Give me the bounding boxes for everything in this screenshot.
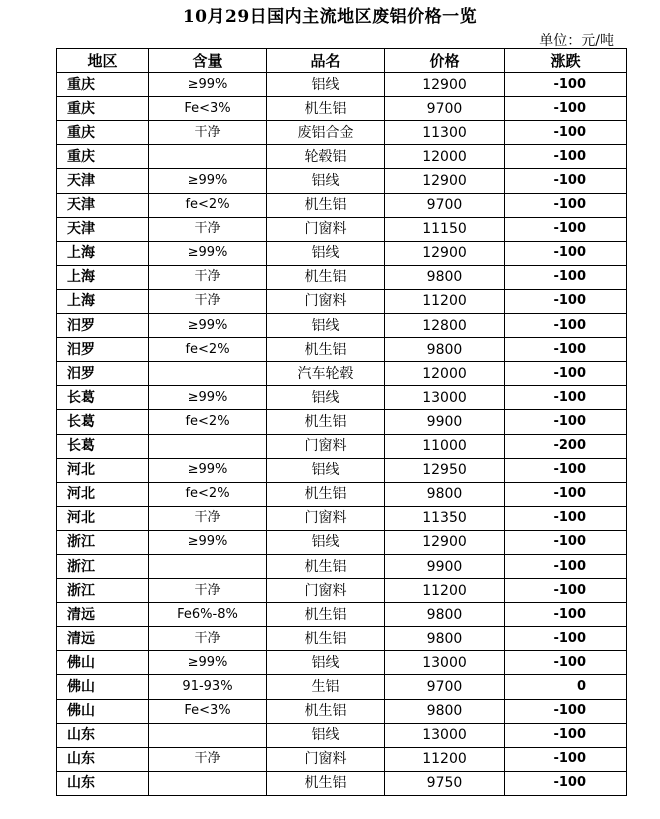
region-cell: 浙江 — [57, 554, 149, 578]
region-cell: 山东 — [57, 723, 149, 747]
region-cell: 汨罗 — [57, 362, 149, 386]
region-cell: 天津 — [57, 217, 149, 241]
table-row — [57, 121, 627, 145]
content-cell: Fe6%-8% — [149, 603, 267, 627]
product-cell: 铝线 — [267, 314, 385, 338]
price-cell: 13000 — [385, 651, 505, 675]
content-cell: 干净 — [149, 747, 267, 771]
table-row — [57, 506, 627, 530]
region-cell: 上海 — [57, 289, 149, 313]
content-cell: ≥99% — [149, 458, 267, 482]
table-row — [57, 338, 627, 362]
content-cell: ≥99% — [149, 386, 267, 410]
content-cell: Fe<3% — [149, 699, 267, 723]
price-cell: 12800 — [385, 314, 505, 338]
product-cell: 铝线 — [267, 458, 385, 482]
header-content: 含量 — [149, 49, 267, 73]
content-cell: ≥99% — [149, 530, 267, 554]
change-cell: -100 — [505, 97, 627, 121]
region-cell: 河北 — [57, 458, 149, 482]
region-cell: 汨罗 — [57, 338, 149, 362]
region-cell: 长葛 — [57, 434, 149, 458]
change-cell: -200 — [505, 434, 627, 458]
product-cell: 机生铝 — [267, 699, 385, 723]
change-cell: -100 — [505, 482, 627, 506]
product-cell: 门窗料 — [267, 506, 385, 530]
content-cell: ≥99% — [149, 241, 267, 265]
content-cell: ≥99% — [149, 169, 267, 193]
region-cell: 清远 — [57, 603, 149, 627]
region-cell: 重庆 — [57, 73, 149, 97]
table-row — [57, 386, 627, 410]
product-cell: 废铝合金 — [267, 121, 385, 145]
content-cell — [149, 554, 267, 578]
content-cell: 干净 — [149, 579, 267, 603]
price-cell: 12900 — [385, 530, 505, 554]
change-cell: -100 — [505, 121, 627, 145]
region-cell: 山东 — [57, 747, 149, 771]
region-cell: 汨罗 — [57, 314, 149, 338]
content-cell: Fe<3% — [149, 97, 267, 121]
product-cell: 门窗料 — [267, 217, 385, 241]
table-row — [57, 362, 627, 386]
change-cell: -100 — [505, 554, 627, 578]
table-row — [57, 482, 627, 506]
product-cell: 铝线 — [267, 530, 385, 554]
price-cell: 9800 — [385, 265, 505, 289]
price-cell: 11350 — [385, 506, 505, 530]
content-cell — [149, 434, 267, 458]
price-cell: 12900 — [385, 169, 505, 193]
change-cell: -100 — [505, 506, 627, 530]
region-cell: 佛山 — [57, 699, 149, 723]
table-header-row — [57, 49, 627, 73]
table-row — [57, 73, 627, 97]
change-cell: -100 — [505, 651, 627, 675]
change-cell: -100 — [505, 699, 627, 723]
price-cell: 11200 — [385, 747, 505, 771]
product-cell: 铝线 — [267, 73, 385, 97]
price-table — [56, 48, 627, 796]
content-cell: 干净 — [149, 121, 267, 145]
region-cell: 山东 — [57, 771, 149, 795]
change-cell: -100 — [505, 410, 627, 434]
change-cell: -100 — [505, 338, 627, 362]
product-cell: 机生铝 — [267, 193, 385, 217]
price-cell: 9800 — [385, 482, 505, 506]
product-cell: 门窗料 — [267, 289, 385, 313]
content-cell: ≥99% — [149, 73, 267, 97]
table-row — [57, 314, 627, 338]
table-row — [57, 530, 627, 554]
price-cell: 11000 — [385, 434, 505, 458]
price-cell: 11300 — [385, 121, 505, 145]
table-row — [57, 675, 627, 699]
region-cell: 上海 — [57, 265, 149, 289]
price-cell: 12950 — [385, 458, 505, 482]
change-cell: -100 — [505, 289, 627, 313]
header-price: 价格 — [385, 49, 505, 73]
table-row — [57, 747, 627, 771]
change-cell: -100 — [505, 314, 627, 338]
content-cell: fe<2% — [149, 410, 267, 434]
change-cell: -100 — [505, 386, 627, 410]
price-cell: 9700 — [385, 193, 505, 217]
table-row — [57, 723, 627, 747]
table-row — [57, 265, 627, 289]
table-row — [57, 434, 627, 458]
change-cell: -100 — [505, 241, 627, 265]
table-row — [57, 699, 627, 723]
region-cell: 清远 — [57, 627, 149, 651]
table-row — [57, 603, 627, 627]
price-cell: 11150 — [385, 217, 505, 241]
product-cell: 铝线 — [267, 241, 385, 265]
change-cell: -100 — [505, 73, 627, 97]
table-row — [57, 458, 627, 482]
table-row — [57, 193, 627, 217]
product-cell: 门窗料 — [267, 579, 385, 603]
product-cell: 生铝 — [267, 675, 385, 699]
content-cell: ≥99% — [149, 651, 267, 675]
price-cell: 9800 — [385, 338, 505, 362]
table-row — [57, 771, 627, 795]
content-cell: fe<2% — [149, 482, 267, 506]
region-cell: 浙江 — [57, 579, 149, 603]
change-cell: -100 — [505, 169, 627, 193]
header-region: 地区 — [57, 49, 149, 73]
price-cell: 13000 — [385, 723, 505, 747]
change-cell: -100 — [505, 458, 627, 482]
product-cell: 机生铝 — [267, 554, 385, 578]
price-cell: 12000 — [385, 145, 505, 169]
product-cell: 机生铝 — [267, 627, 385, 651]
product-cell: 机生铝 — [267, 265, 385, 289]
price-cell: 9700 — [385, 97, 505, 121]
region-cell: 重庆 — [57, 97, 149, 121]
content-cell: 91-93% — [149, 675, 267, 699]
price-cell: 12000 — [385, 362, 505, 386]
change-cell: -100 — [505, 747, 627, 771]
change-cell: -100 — [505, 627, 627, 651]
change-cell: -100 — [505, 362, 627, 386]
product-cell: 机生铝 — [267, 97, 385, 121]
price-cell: 9700 — [385, 675, 505, 699]
content-cell — [149, 723, 267, 747]
table-row — [57, 145, 627, 169]
price-cell: 9800 — [385, 699, 505, 723]
change-cell: -100 — [505, 579, 627, 603]
region-cell: 天津 — [57, 193, 149, 217]
region-cell: 河北 — [57, 482, 149, 506]
content-cell: 干净 — [149, 627, 267, 651]
price-cell: 9750 — [385, 771, 505, 795]
price-cell: 11200 — [385, 579, 505, 603]
table-row — [57, 554, 627, 578]
product-cell: 轮毂铝 — [267, 145, 385, 169]
content-cell: fe<2% — [149, 193, 267, 217]
product-cell: 机生铝 — [267, 338, 385, 362]
price-cell: 11200 — [385, 289, 505, 313]
table-row — [57, 241, 627, 265]
region-cell: 重庆 — [57, 145, 149, 169]
table-row — [57, 410, 627, 434]
table-row — [57, 627, 627, 651]
product-cell: 门窗料 — [267, 747, 385, 771]
price-cell: 12900 — [385, 241, 505, 265]
product-cell: 铝线 — [267, 169, 385, 193]
header-product: 品名 — [267, 49, 385, 73]
region-cell: 长葛 — [57, 410, 149, 434]
region-cell: 重庆 — [57, 121, 149, 145]
table-row — [57, 651, 627, 675]
price-cell: 9900 — [385, 410, 505, 434]
content-cell: 干净 — [149, 506, 267, 530]
table-body — [57, 73, 627, 796]
price-cell: 12900 — [385, 73, 505, 97]
product-cell: 机生铝 — [267, 771, 385, 795]
change-cell: -100 — [505, 771, 627, 795]
change-cell: -100 — [505, 145, 627, 169]
table-row — [57, 289, 627, 313]
product-cell: 铝线 — [267, 386, 385, 410]
content-cell: ≥99% — [149, 314, 267, 338]
content-cell: 干净 — [149, 289, 267, 313]
header-change: 涨跌 — [505, 49, 627, 73]
price-cell: 9900 — [385, 554, 505, 578]
table-row — [57, 169, 627, 193]
price-cell: 9800 — [385, 603, 505, 627]
product-cell: 铝线 — [267, 723, 385, 747]
price-cell: 9800 — [385, 627, 505, 651]
content-cell — [149, 145, 267, 169]
product-cell: 铝线 — [267, 651, 385, 675]
change-cell: -100 — [505, 265, 627, 289]
product-cell: 机生铝 — [267, 482, 385, 506]
content-cell — [149, 362, 267, 386]
region-cell: 浙江 — [57, 530, 149, 554]
product-cell: 机生铝 — [267, 603, 385, 627]
product-cell: 门窗料 — [267, 434, 385, 458]
content-cell — [149, 771, 267, 795]
content-cell: 干净 — [149, 265, 267, 289]
unit-label: 单位：元/吨 — [539, 33, 614, 49]
change-cell: -100 — [505, 530, 627, 554]
page-title: 10月29日国内主流地区废铝价格一览 — [182, 7, 478, 27]
change-cell: 0 — [505, 675, 627, 699]
product-cell: 汽车轮毂 — [267, 362, 385, 386]
table-row — [57, 579, 627, 603]
region-cell: 河北 — [57, 506, 149, 530]
change-cell: -100 — [505, 193, 627, 217]
region-cell: 长葛 — [57, 386, 149, 410]
table-row — [57, 97, 627, 121]
content-cell: fe<2% — [149, 338, 267, 362]
change-cell: -100 — [505, 217, 627, 241]
change-cell: -100 — [505, 723, 627, 747]
region-cell: 天津 — [57, 169, 149, 193]
table-row — [57, 217, 627, 241]
content-cell: 干净 — [149, 217, 267, 241]
product-cell: 机生铝 — [267, 410, 385, 434]
region-cell: 佛山 — [57, 675, 149, 699]
change-cell: -100 — [505, 603, 627, 627]
price-cell: 13000 — [385, 386, 505, 410]
region-cell: 上海 — [57, 241, 149, 265]
region-cell: 佛山 — [57, 651, 149, 675]
